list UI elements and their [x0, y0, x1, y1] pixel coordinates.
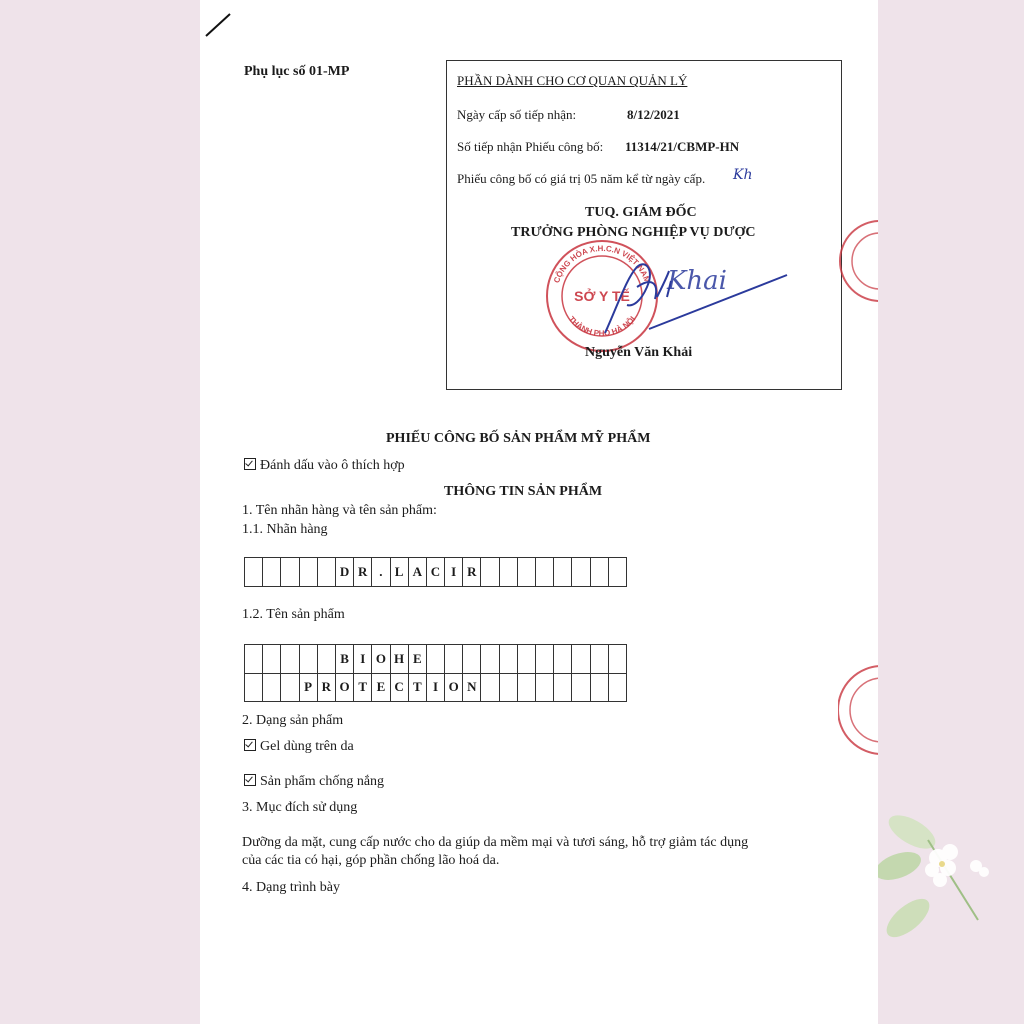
product-row-2-cell: [572, 673, 590, 701]
brand-cell: [481, 558, 499, 586]
product-name-grid-row-2: [244, 673, 627, 702]
product-row-2-cell: T: [409, 673, 427, 701]
product-row-1-cell: H: [391, 645, 409, 673]
stamp-ring-bottom: THÀNH PHỐ HÀ NỘI: [566, 314, 638, 338]
product-row-2-cell: [481, 673, 499, 701]
item-3: 3. Mục đích sử dụng: [242, 800, 358, 815]
admin-section-box: [446, 60, 842, 390]
product-row-2-cell: [536, 673, 554, 701]
product-row-1-cell: [518, 645, 536, 673]
product-row-2-cell: [609, 673, 627, 701]
product-row-1-cell: E: [409, 645, 427, 673]
product-row-2-cell: E: [372, 673, 390, 701]
annex-label: Phụ lục số 01-MP: [244, 64, 350, 79]
admin-heading: PHẦN DÀNH CHO CƠ QUAN QUẢN LÝ: [457, 73, 688, 88]
product-row-1-cell: [500, 645, 518, 673]
brand-cell: C: [427, 558, 445, 586]
product-row-1-cell: O: [372, 645, 390, 673]
edge-stamp-bottom-icon: [838, 650, 878, 770]
pen-mark: [202, 8, 236, 42]
handwritten-initials: Kh: [733, 167, 753, 183]
form-title: PHIẾU CÔNG BỐ SẢN PHẨM MỸ PHẨM: [386, 431, 651, 446]
brand-cell: R: [463, 558, 481, 586]
brand-cell: [263, 558, 281, 586]
signer-title-1: TUQ. GIÁM ĐỐC: [585, 205, 697, 220]
item-4: 4. Dạng trình bày: [242, 880, 340, 895]
product-row-1-cell: B: [336, 645, 354, 673]
purpose-line-1: Dưỡng da mặt, cung cấp nước cho da giúp da mềm mại và tươi sáng, hỗ trợ giảm tác dụng: [242, 835, 749, 850]
product-row-2-cell: [591, 673, 609, 701]
date-label: Ngày cấp số tiếp nhận:: [457, 107, 577, 122]
section-title: THÔNG TIN SẢN PHẨM: [444, 484, 603, 499]
signature-drawing: [597, 247, 797, 337]
brand-cell: .: [372, 558, 390, 586]
product-row-2-cell: T: [354, 673, 372, 701]
purpose-line-2: của các tia có hại, góp phần chống lão hoá da.: [242, 853, 500, 868]
brand-cell: [518, 558, 536, 586]
product-row-1-cell: [300, 645, 318, 673]
product-row-2-cell: [500, 673, 518, 701]
product-row-2-cell: R: [318, 673, 336, 701]
item-1: 1. Tên nhãn hàng và tên sản phẩm:: [242, 503, 437, 518]
type-sunscreen: Sản phẩm chống nắng: [244, 774, 384, 790]
brand-cell: [536, 558, 554, 586]
check-note: Đánh dấu vào ô thích hợp: [244, 458, 405, 474]
product-row-1-cell: [318, 645, 336, 673]
brand-cell: [318, 558, 336, 586]
edge-stamp-top-icon: [838, 206, 878, 316]
product-row-2-cell: C: [391, 673, 409, 701]
receipt-number-value: 11314/21/CBMP-HN: [625, 139, 740, 154]
product-row-1-cell: [445, 645, 463, 673]
validity-note: Phiếu công bố có giá trị 05 năm kể từ ngày cấp.: [457, 171, 706, 186]
stamp-center-text: SỞ Y TẾ: [574, 288, 630, 304]
checkbox-checked-icon: [244, 739, 256, 751]
brand-name-grid: [244, 557, 627, 587]
brand-cell: [609, 558, 627, 586]
product-row-1-cell: [481, 645, 499, 673]
item-1-2: 1.2. Tên sản phẩm: [242, 607, 345, 622]
brand-cell: L: [391, 558, 409, 586]
product-row-2-cell: O: [336, 673, 354, 701]
signer-name: Nguyễn Văn Khải: [585, 345, 693, 360]
brand-cell: [245, 558, 263, 586]
flower-decoration-icon: [878, 800, 1024, 950]
brand-cell: [591, 558, 609, 586]
product-row-2-cell: [518, 673, 536, 701]
product-row-2-cell: [281, 673, 299, 701]
product-name-grid-row-1: [244, 644, 627, 674]
item-1-1: 1.1. Nhãn hàng: [242, 522, 328, 537]
product-row-1-cell: [245, 645, 263, 673]
type-gel: Gel dùng trên da: [244, 739, 354, 755]
product-row-1-cell: [427, 645, 445, 673]
brand-cell: [281, 558, 299, 586]
product-row-1-cell: [536, 645, 554, 673]
stamp-ring-top: CỘNG HÒA X.H.C.N VIỆT NAM: [552, 243, 652, 285]
checkbox-checked-icon: [244, 458, 256, 470]
checkbox-checked-icon: [244, 774, 256, 786]
receipt-number-label: Số tiếp nhận Phiếu công bố:: [457, 139, 604, 154]
document-page: [200, 0, 878, 1024]
brand-cell: R: [354, 558, 372, 586]
product-row-2-cell: [245, 673, 263, 701]
brand-cell: [554, 558, 572, 586]
product-row-1-cell: [591, 645, 609, 673]
date-value: 8/12/2021: [627, 107, 680, 122]
product-row-2-cell: [263, 673, 281, 701]
brand-cell: D: [336, 558, 354, 586]
product-row-1-cell: I: [354, 645, 372, 673]
brand-cell: I: [445, 558, 463, 586]
product-row-2-cell: O: [445, 673, 463, 701]
product-row-1-cell: [609, 645, 627, 673]
brand-cell: A: [409, 558, 427, 586]
product-row-1-cell: [263, 645, 281, 673]
signature-text: Khai: [667, 266, 727, 296]
product-row-1-cell: [463, 645, 481, 673]
brand-cell: [572, 558, 590, 586]
product-row-2-cell: P: [300, 673, 318, 701]
item-2: 2. Dạng sản phẩm: [242, 713, 344, 728]
product-row-2-cell: I: [427, 673, 445, 701]
product-row-1-cell: [281, 645, 299, 673]
brand-cell: [300, 558, 318, 586]
signer-title-2: TRƯỞNG PHÒNG NGHIỆP VỤ DƯỢC: [511, 225, 756, 240]
brand-cell: [500, 558, 518, 586]
product-row-1-cell: [554, 645, 572, 673]
product-row-1-cell: [572, 645, 590, 673]
product-row-2-cell: [554, 673, 572, 701]
product-row-2-cell: N: [463, 673, 481, 701]
